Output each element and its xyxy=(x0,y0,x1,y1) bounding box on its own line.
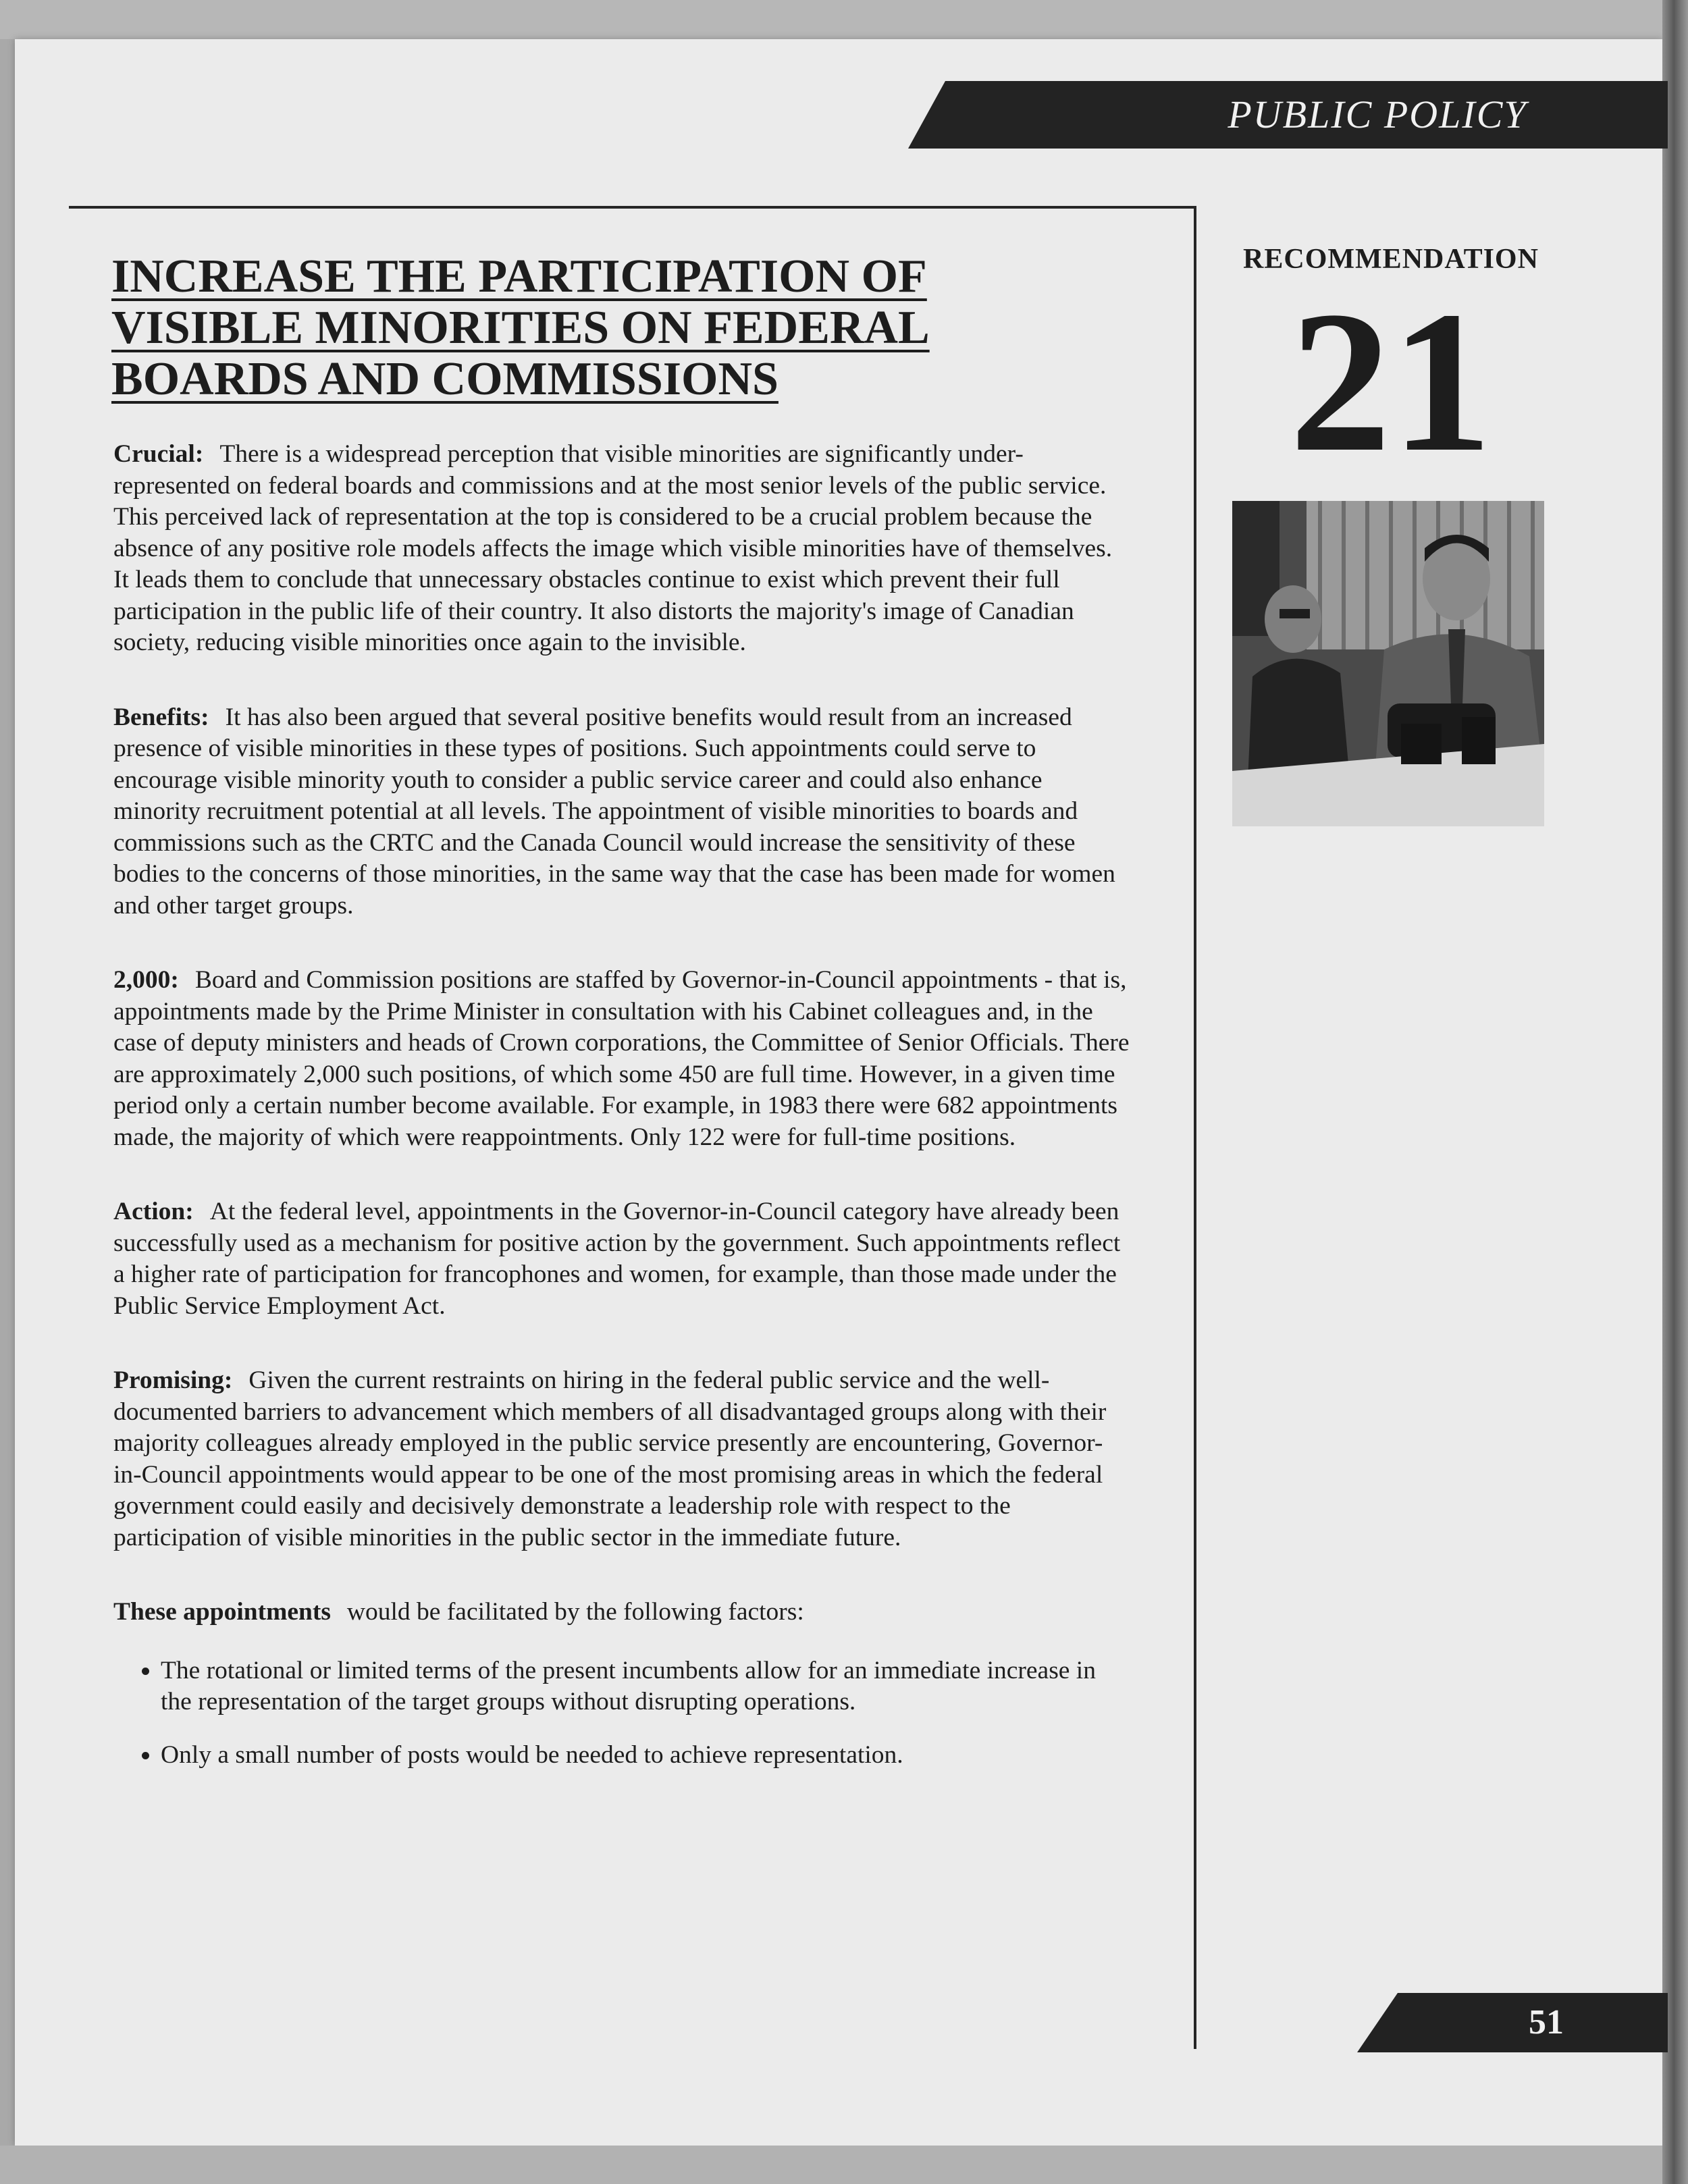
paragraph-text: Given the current restraints on hiring in the federal public service and the well-documented barriers to advancement which members of all disadvantaged groups along with their majority colleagues already employed in the public service presently are encountering, Governor-in-Council appointments would appear to be one of the most promising areas in which the federal government could easily and decisively demonstrate a leadership role with respect to the participation of visible minorities in the public sector in the immediate future. xyxy=(113,1366,1107,1551)
paragraph-lead: Action: xyxy=(113,1198,194,1225)
paragraph-lead: Crucial: xyxy=(113,440,204,468)
factors-list xyxy=(113,1655,1130,1772)
title-line: VISIBLE MINORITIES ON FEDERAL xyxy=(111,302,930,354)
article-title xyxy=(111,251,976,405)
paragraph-text: There is a widespread perception that visible minorities are significantly under-represented on federal boards and commissions and at the most senior levels of the public service. This perceived lack of representation at the top is considered to be a crucial problem because the absence of any positive role models affects the image which visible minorities have of themselves. It leads them to conclude that unnecessary obstacles continue to exist which prevent their full participation in the public life of their country. It also distorts the majority's image of Canadian society, reducing visible minorities once again to the invisible. xyxy=(113,440,1113,656)
recommendation-number: 21 xyxy=(1290,269,1492,494)
recommendation-label: RECOMMENDATION xyxy=(1243,244,1539,275)
paragraph-benefits xyxy=(113,702,1130,922)
paragraph-action xyxy=(113,1196,1130,1322)
scan-bottom-margin xyxy=(0,2146,1688,2184)
list-item: • The rotational or limited terms of the present incumbents allow for an immediate increase in the representation of the target groups without disrupting operations. xyxy=(161,1655,1130,1718)
paragraph-lead: 2,000: xyxy=(113,966,179,994)
paragraph-text: It has also been argued that several positive benefits would result from an increased presence of visible minorities in these types of positions. Such appointments could serve to encourage visible minority youth to consider a public service career and could also enhance minority recruitment potential at all levels. The appointment of visible minorities to boards and commissions such as the CRTC and the Canada Council would increase the sensitivity of these bodies to the concerns of those minorities, in the same way that the case has been made for women and other target groups. xyxy=(113,703,1115,920)
section-title: PUBLIC POLICY xyxy=(1228,92,1527,136)
paragraph-lead: Promising: xyxy=(113,1366,233,1394)
paragraph-text: Board and Commission positions are staffed by Governor-in-Council appointments - that is, appointments made by the Prime Minister in consultation with his Cabinet colleagues and, in the case of deputy ministers and heads of Crown corporations, the Committee of Senior Officials. There are approximately 2,000 such positions, of which some 450 are full time. However, in a given time period only a certain number become available. For example, in 1983 there were 682 appointments made, the majority of which were reappointments. Only 122 were for full-time positions. xyxy=(113,966,1130,1151)
paragraph-text: would be facilitated by the following factors: xyxy=(346,1598,804,1626)
scan-top-margin xyxy=(0,0,1688,39)
list-item: • Only a small number of posts would be needed to achieve representation. xyxy=(161,1740,1130,1772)
paragraph-lead: These appointments xyxy=(113,1598,331,1626)
article-body xyxy=(113,439,1130,1792)
paragraph-crucial xyxy=(113,439,1130,659)
paragraph-promising xyxy=(113,1365,1130,1553)
page-number: 51 xyxy=(1529,2003,1564,2042)
paragraph-appointments xyxy=(113,1597,1130,1628)
title-line: INCREASE THE PARTICIPATION OF xyxy=(111,250,927,302)
photo-illustration xyxy=(1232,501,1544,826)
paragraph-lead: Benefits: xyxy=(113,703,209,731)
title-line: BOARDS AND COMMISSIONS xyxy=(111,353,779,405)
paragraph-text: At the federal level, appointments in the Governor-in-Council category have already been successfully used as a mechanism for positive action by the government. Such appointments reflect a higher rate of participation for francophones and women, for example, than those made under the Public Service Employment Act. xyxy=(113,1198,1121,1320)
press-conference-photo xyxy=(1232,501,1544,826)
paragraph-2000 xyxy=(113,965,1130,1153)
page-binding-edge xyxy=(1662,0,1688,2184)
